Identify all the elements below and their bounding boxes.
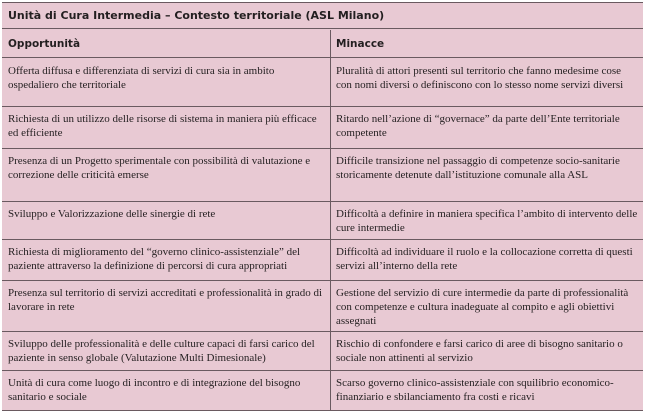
- threat-cell: Difficoltà a definire in maniera specifica l’ambito di intervento delle cure intermedie: [336, 208, 638, 234]
- header-opportunita: Opportunità: [2, 30, 330, 58]
- table-row: [2, 332, 643, 371]
- opportunity-cell: Presenza sul territorio di servizi accreditati e professionalità in grado di lavorare in rete: [8, 287, 322, 313]
- threat-cell: Rischio di confondere e farsi carico di aree di bisogno sanitario o sociale non attinenti al servizio: [336, 338, 623, 364]
- table-row: [2, 240, 643, 281]
- table-row: [2, 281, 643, 332]
- opportunity-cell: Richiesta di un utilizzo delle risorse di sistema in maniera più efficace ed efficiente: [8, 113, 317, 139]
- threat-cell: Pluralità di attori presenti sul territorio che fanno medesime cose con nomi diversi o definiscono con lo stesso nome servizi diversi: [336, 65, 624, 91]
- opportunity-cell: Sviluppo delle professionalità e delle culture capaci di farsi carico del paziente in senso globale (Valutazione Multi Dimesionale): [8, 338, 315, 364]
- opportunity-cell: Unità di cura come luogo di incontro e di integrazione del bisogno sanitario e sociale: [8, 377, 301, 403]
- table-row: [2, 59, 643, 107]
- threat-cell: Difficoltà ad individuare il ruolo e la collocazione corretta di questi servizi all’interno della rete: [336, 246, 633, 272]
- threat-cell: Ritardo nell’azione di “governace” da parte dell’Ente territoriale competente: [336, 113, 620, 139]
- opportunity-cell: Sviluppo e Valorizzazione delle sinergie di rete: [8, 208, 216, 220]
- opportunity-cell: Presenza di un Progetto sperimentale con possibilità di valutazione e correzione delle criticità emerse: [8, 155, 311, 181]
- threat-cell: Difficile transizione nel passaggio di competenze socio-sanitarie storicamente detenute dall’istituzione comunale alla ASL: [336, 155, 620, 181]
- header-minacce: Minacce: [330, 30, 643, 58]
- table-title: Unità di Cura Intermedia – Contesto territoriale (ASL Milano): [2, 3, 643, 29]
- table-row: [2, 149, 643, 202]
- threat-cell: Gestione del servizio di cure intermedie da parte di professionalità con competenze e cultura inadeguate al compito e agli obiettivi assegnati: [336, 287, 629, 327]
- opportunity-cell: Richiesta di miglioramento del “governo clinico-assistenziale” del paziente attraverso la definizione di percorsi di cura appropriati: [8, 246, 301, 272]
- table-row: [2, 107, 643, 149]
- table-row: [2, 371, 643, 410]
- table-row: [2, 202, 643, 240]
- threat-cell: Scarso governo clinico-assistenziale con squilibrio economico-finanziario e sbilanciamento fra costi e ricavi: [336, 377, 614, 403]
- opportunity-cell: Offerta diffusa e differenziata di servizi di cura sia in ambito ospedaliero che territoriale: [8, 65, 275, 91]
- swot-table: [2, 2, 643, 411]
